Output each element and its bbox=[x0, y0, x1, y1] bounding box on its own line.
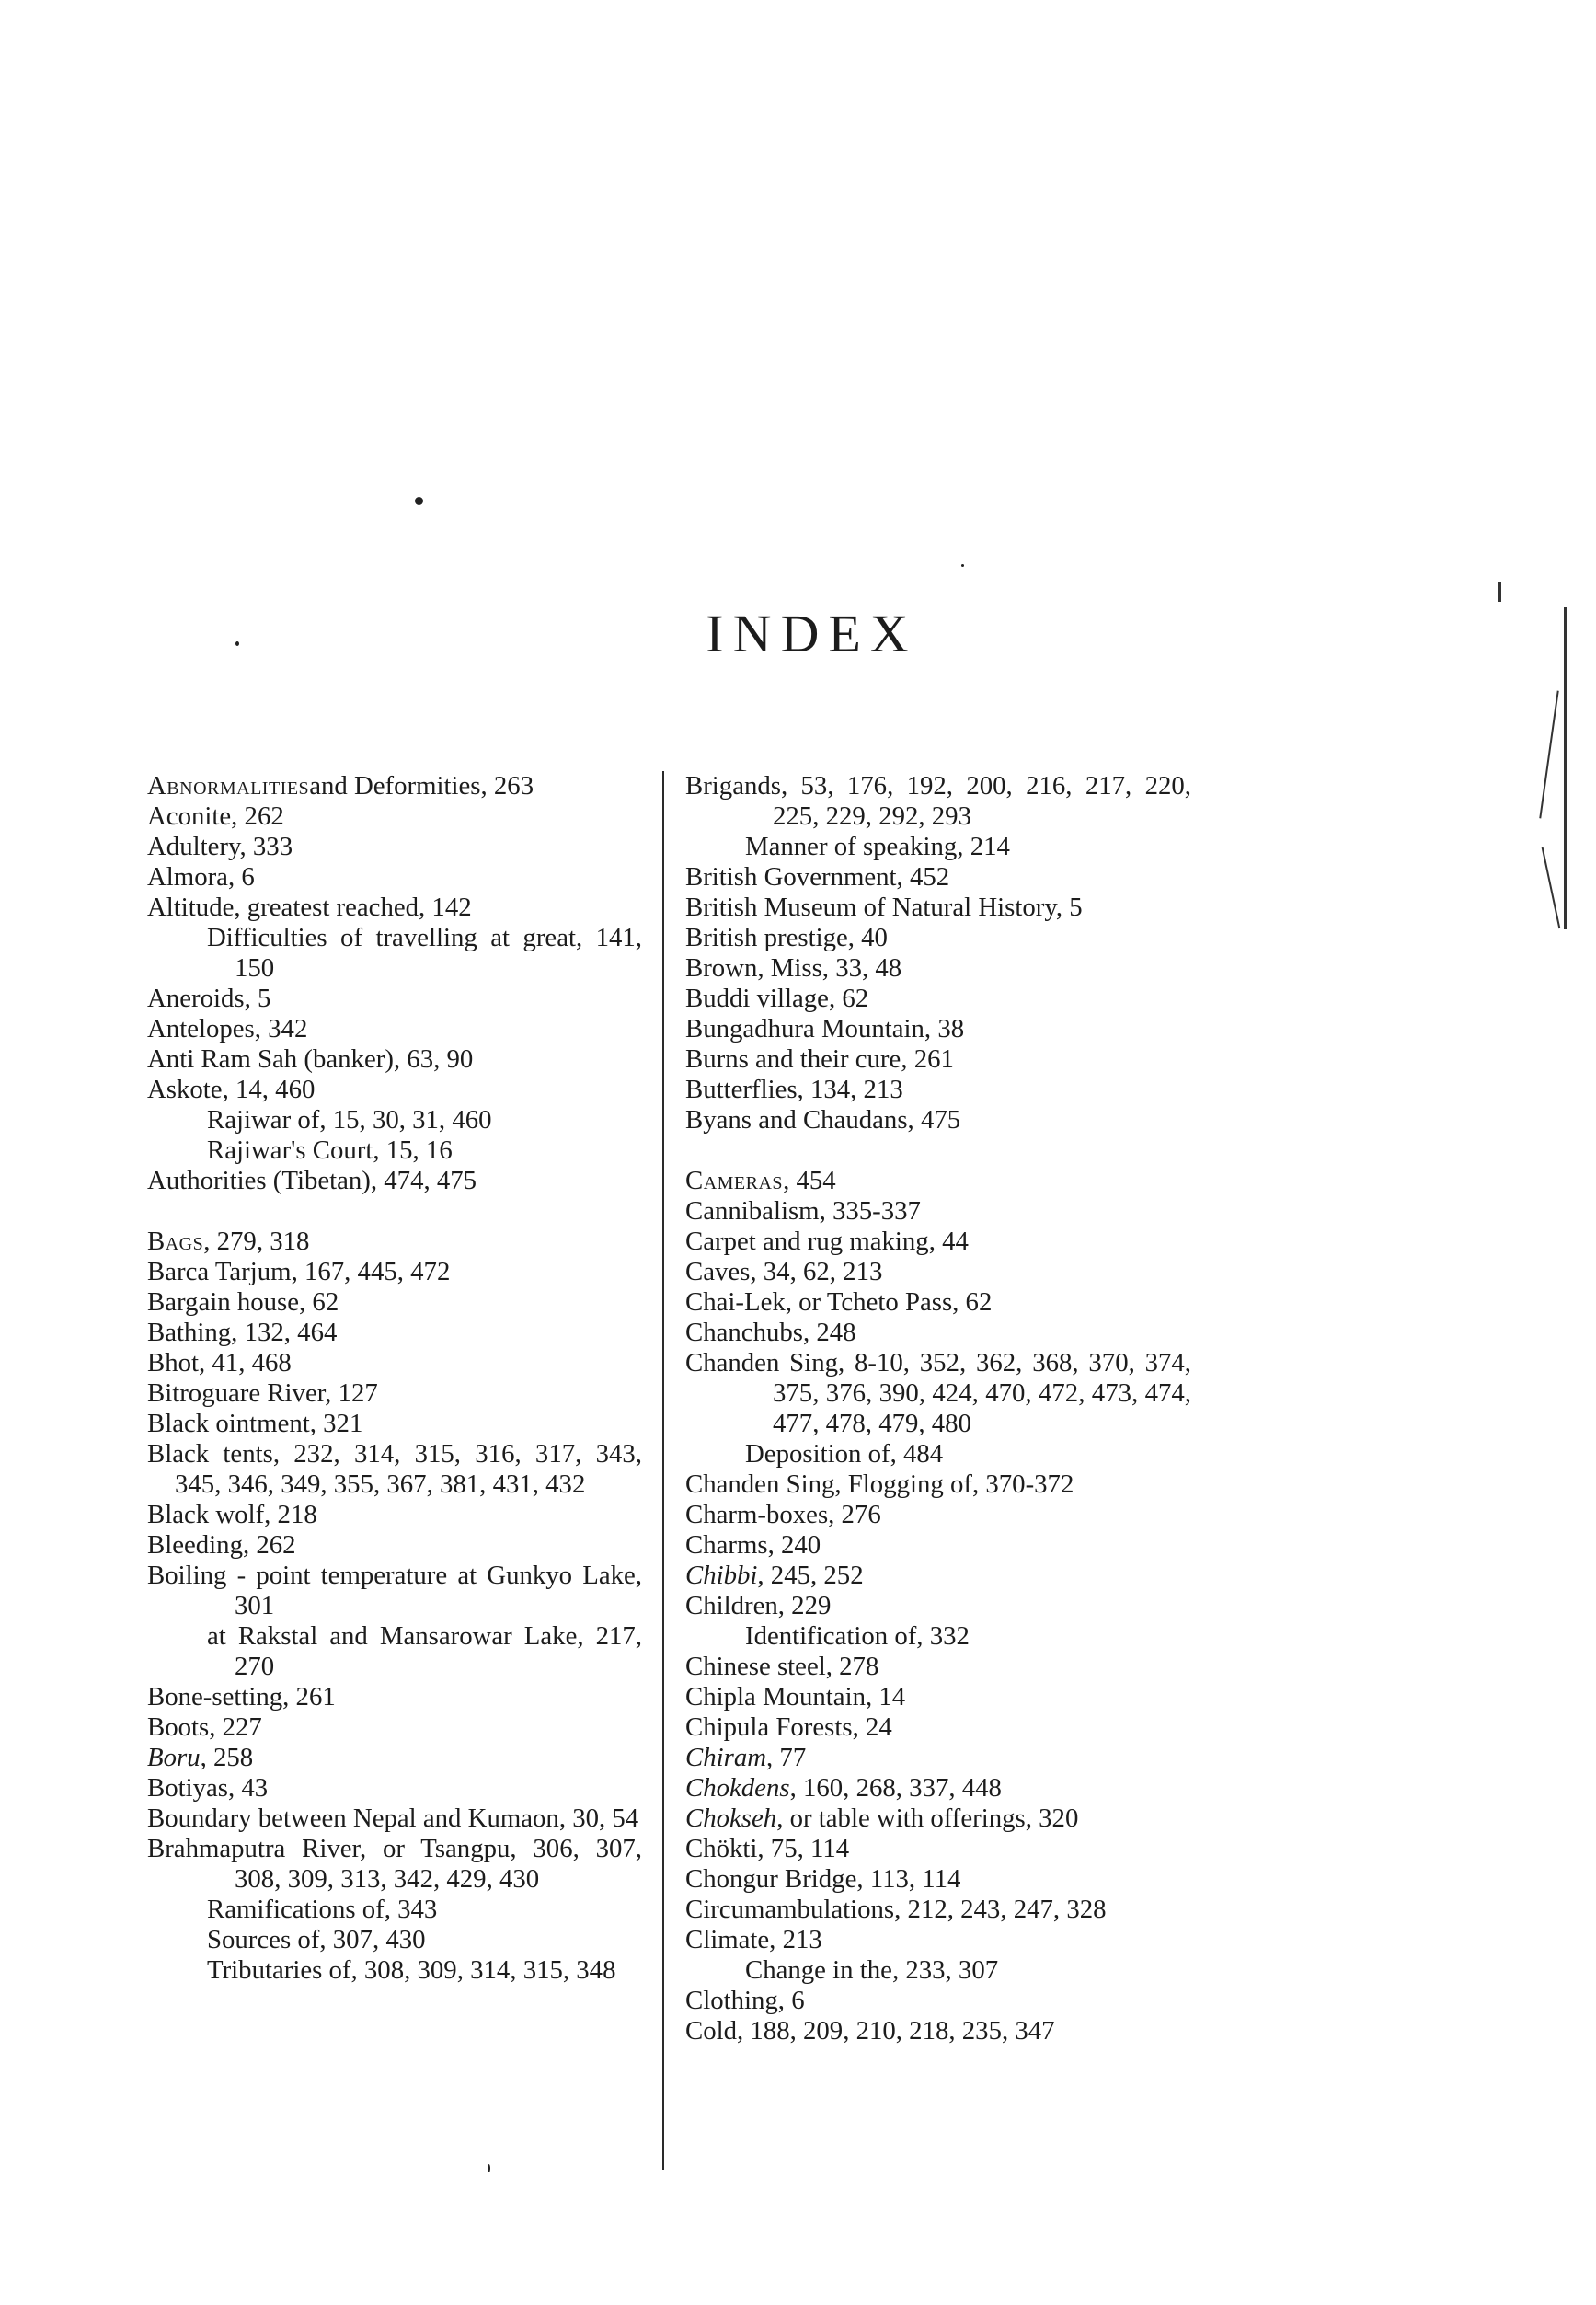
index-subentry bbox=[147, 1895, 642, 1925]
entry-text: Brown, Miss, 33, 48 bbox=[685, 953, 902, 983]
index-entry bbox=[147, 893, 642, 923]
index-column-left bbox=[147, 771, 642, 1986]
entry-text: , 454 bbox=[783, 1166, 836, 1195]
entry-text: Cold, 188, 209, 210, 218, 235, 347 bbox=[685, 2016, 1055, 2046]
index-entry bbox=[685, 893, 1191, 923]
entry-heading: Chibbi bbox=[685, 1561, 758, 1590]
entry-text: Bleeding, 262 bbox=[147, 1530, 296, 1560]
entry-text: Carpet and rug making, 44 bbox=[685, 1227, 969, 1256]
scan-speck bbox=[415, 497, 423, 505]
index-entry bbox=[685, 984, 1191, 1014]
entry-heading: Bags bbox=[147, 1227, 204, 1256]
entry-heading: Cameras bbox=[685, 1166, 784, 1195]
entry-text: Aconite, 262 bbox=[147, 801, 284, 831]
entry-text: Brigands, 53, 176, 192, 200, 216, 217, 220, 225, 229, 292, 293 bbox=[685, 771, 1191, 831]
index-entry bbox=[685, 1348, 1191, 1439]
entry-text: Chipla Mountain, 14 bbox=[685, 1682, 906, 1711]
index-entry bbox=[147, 801, 642, 832]
entry-heading: Chokseh bbox=[685, 1804, 777, 1833]
entry-text: Chökti, 75, 114 bbox=[685, 1834, 850, 1863]
index-entry bbox=[147, 1378, 642, 1409]
index-entry bbox=[147, 1014, 642, 1044]
index-entry bbox=[685, 771, 1191, 832]
entry-heading: Abnormalities bbox=[147, 771, 310, 801]
entry-text: Authorities (Tibetan), 474, 475 bbox=[147, 1166, 477, 1195]
entry-text: Difficulties of travelling at great, 141, 150 bbox=[207, 923, 642, 983]
index-subentry bbox=[147, 923, 642, 984]
entry-text: Charms, 240 bbox=[685, 1530, 821, 1560]
entry-text: and Deformities, 263 bbox=[309, 771, 534, 801]
page-edge-mark bbox=[1498, 582, 1501, 602]
entry-text: Chongur Bridge, 113, 114 bbox=[685, 1864, 961, 1894]
index-entry bbox=[685, 1743, 1191, 1773]
entry-text: Rajiwar's Court, 15, 16 bbox=[207, 1135, 453, 1165]
entry-text: Deposition of, 484 bbox=[745, 1439, 944, 1469]
entry-text: Chanden Sing, Flogging of, 370-372 bbox=[685, 1469, 1074, 1499]
entry-text: Identification of, 332 bbox=[745, 1621, 970, 1651]
index-entry bbox=[147, 1227, 642, 1257]
entry-text: Sources of, 307, 430 bbox=[207, 1925, 426, 1954]
entry-text: Black wolf, 218 bbox=[147, 1500, 317, 1529]
entry-text: Byans and Chaudans, 475 bbox=[685, 1105, 961, 1135]
entry-text: , 258 bbox=[200, 1743, 254, 1772]
entry-text: Boots, 227 bbox=[147, 1712, 262, 1742]
letter-gap bbox=[685, 1135, 1191, 1166]
entry-heading: Chiram bbox=[685, 1743, 767, 1772]
entry-text: Change in the, 233, 307 bbox=[745, 1955, 999, 1985]
entry-text: Barca Tarjum, 167, 445, 472 bbox=[147, 1257, 451, 1286]
index-entry bbox=[685, 1925, 1191, 1955]
index-subentry bbox=[685, 1955, 1191, 1986]
index-entry bbox=[685, 1804, 1191, 1834]
letter-gap bbox=[147, 1196, 642, 1227]
index-entry bbox=[685, 1075, 1191, 1105]
entry-text: Botiyas, 43 bbox=[147, 1773, 269, 1803]
index-entry bbox=[147, 1348, 642, 1378]
index-entry bbox=[147, 984, 642, 1014]
entry-text: at Rakstal and Mansarowar Lake, 217, 270 bbox=[207, 1621, 642, 1681]
index-entry bbox=[147, 1044, 642, 1075]
index-entry bbox=[685, 1561, 1191, 1591]
entry-text: Clothing, 6 bbox=[685, 1986, 805, 2015]
entry-text: Bungadhura Mountain, 38 bbox=[685, 1014, 965, 1043]
entry-text: Butterflies, 134, 213 bbox=[685, 1075, 903, 1104]
index-entry bbox=[147, 1834, 642, 1895]
index-entry bbox=[685, 1105, 1191, 1135]
index-entry bbox=[147, 1530, 642, 1561]
index-subentry bbox=[147, 1135, 642, 1166]
entry-text: Bargain house, 62 bbox=[147, 1287, 339, 1317]
index-entry bbox=[685, 1196, 1191, 1227]
page-edge-mark bbox=[1564, 607, 1567, 929]
entry-text: Boiling - point temperature at Gunkyo Lake, 301 bbox=[147, 1561, 642, 1620]
entry-text: Chai-Lek, or Tcheto Pass, 62 bbox=[685, 1287, 993, 1317]
index-entry bbox=[147, 862, 642, 893]
index-entry bbox=[147, 1561, 642, 1621]
entry-text: Tributaries of, 308, 309, 314, 315, 348 bbox=[207, 1955, 616, 1985]
index-entry bbox=[147, 1409, 642, 1439]
entry-text: Boundary between Nepal and Kumaon, 30, 54 bbox=[147, 1804, 639, 1833]
entry-text: , 245, 252 bbox=[757, 1561, 864, 1590]
index-entry bbox=[147, 1500, 642, 1530]
entry-text: , 279, 318 bbox=[203, 1227, 310, 1256]
entry-text: , 160, 268, 337, 448 bbox=[789, 1773, 1002, 1803]
index-entry bbox=[685, 953, 1191, 984]
entry-text: Antelopes, 342 bbox=[147, 1014, 308, 1043]
index-entry bbox=[685, 1712, 1191, 1743]
index-entry bbox=[147, 1166, 642, 1196]
entry-text: Anti Ram Sah (banker), 63, 90 bbox=[147, 1044, 474, 1074]
entry-text: Ramifications of, 343 bbox=[207, 1895, 438, 1924]
entry-text: British prestige, 40 bbox=[685, 923, 888, 952]
index-entry bbox=[147, 1318, 642, 1348]
index-column-right bbox=[685, 771, 1191, 2046]
entry-text: Chanden Sing, 8-10, 352, 362, 368, 370, 374, 375, 376, 390, 424, 470, 472, 473, 474, 477, 478, 479, 480 bbox=[685, 1348, 1191, 1438]
entry-text: British Government, 452 bbox=[685, 862, 950, 892]
index-entry bbox=[685, 1469, 1191, 1500]
index-entry bbox=[147, 832, 642, 862]
entry-text: Bathing, 132, 464 bbox=[147, 1318, 338, 1347]
entry-text: Bone-setting, 261 bbox=[147, 1682, 336, 1711]
entry-text: Cannibalism, 335-337 bbox=[685, 1196, 921, 1226]
index-entry bbox=[147, 1439, 642, 1500]
entry-text: Chinese steel, 278 bbox=[685, 1652, 879, 1681]
index-subentry bbox=[147, 1925, 642, 1955]
index-entry bbox=[685, 1500, 1191, 1530]
index-entry bbox=[685, 1986, 1191, 2016]
entry-text: Bitroguare River, 127 bbox=[147, 1378, 378, 1408]
index-entry bbox=[147, 1712, 642, 1743]
index-entry bbox=[685, 1318, 1191, 1348]
index-subentry bbox=[147, 1955, 642, 1986]
entry-heading: Chokdens bbox=[685, 1773, 790, 1803]
index-entry bbox=[685, 1652, 1191, 1682]
entry-text: Altitude, greatest reached, 142 bbox=[147, 893, 472, 922]
index-entry bbox=[685, 1287, 1191, 1318]
entry-text: Circumambulations, 212, 243, 247, 328 bbox=[685, 1895, 1107, 1924]
scan-speck bbox=[235, 641, 239, 646]
entry-heading: Boru bbox=[147, 1743, 201, 1772]
index-entry bbox=[147, 1257, 642, 1287]
index-subentry bbox=[147, 1105, 642, 1135]
scan-speck bbox=[488, 2164, 490, 2172]
entry-text: Children, 229 bbox=[685, 1591, 832, 1620]
index-entry bbox=[685, 1227, 1191, 1257]
index-subentry bbox=[685, 832, 1191, 862]
index-entry bbox=[147, 1682, 642, 1712]
index-entry bbox=[685, 1834, 1191, 1864]
index-subentry bbox=[685, 1621, 1191, 1652]
entry-text: Adultery, 333 bbox=[147, 832, 293, 861]
index-entry bbox=[147, 1287, 642, 1318]
entry-text: Bhot, 41, 468 bbox=[147, 1348, 292, 1377]
index-entry bbox=[685, 1257, 1191, 1287]
page-edge-mark bbox=[1539, 691, 1558, 819]
index-entry bbox=[685, 1682, 1191, 1712]
index-entry bbox=[685, 1864, 1191, 1895]
entry-text: British Museum of Natural History, 5 bbox=[685, 893, 1083, 922]
entry-text: Black ointment, 321 bbox=[147, 1409, 363, 1438]
entry-text: Charm-boxes, 276 bbox=[685, 1500, 881, 1529]
index-entry bbox=[685, 1591, 1191, 1621]
index-entry bbox=[685, 1166, 1191, 1196]
index-entry bbox=[147, 1773, 642, 1804]
entry-text: , or table with offerings, 320 bbox=[776, 1804, 1079, 1833]
entry-text: Climate, 213 bbox=[685, 1925, 822, 1954]
index-entry bbox=[685, 1044, 1191, 1075]
page-title: INDEX bbox=[706, 604, 918, 663]
entry-text: Aneroids, 5 bbox=[147, 984, 271, 1013]
scan-speck bbox=[961, 564, 964, 567]
index-entry bbox=[685, 1773, 1191, 1804]
entry-text: Rajiwar of, 15, 30, 31, 460 bbox=[207, 1105, 492, 1135]
column-divider bbox=[662, 771, 664, 2170]
entry-text: , 77 bbox=[766, 1743, 807, 1772]
index-entry bbox=[685, 2016, 1191, 2046]
index-entry bbox=[685, 862, 1191, 893]
entry-text: Askote, 14, 460 bbox=[147, 1075, 316, 1104]
page-edge-mark bbox=[1542, 847, 1561, 928]
index-entry bbox=[685, 1895, 1191, 1925]
index-entry bbox=[147, 1743, 642, 1773]
entry-text: Chipula Forests, 24 bbox=[685, 1712, 892, 1742]
entry-text: Burns and their cure, 261 bbox=[685, 1044, 954, 1074]
entry-text: Almora, 6 bbox=[147, 862, 255, 892]
index-entry bbox=[147, 771, 642, 801]
entry-text: Brahmaputra River, or Tsangpu, 306, 307, 308, 309, 313, 342, 429, 430 bbox=[147, 1834, 642, 1894]
index-entry bbox=[685, 923, 1191, 953]
index-entry bbox=[147, 1804, 642, 1834]
entry-text: Manner of speaking, 214 bbox=[745, 832, 1010, 861]
index-entry bbox=[685, 1530, 1191, 1561]
index-subentry bbox=[147, 1621, 642, 1682]
entry-text: Chanchubs, 248 bbox=[685, 1318, 856, 1347]
index-subentry bbox=[685, 1439, 1191, 1469]
entry-text: Caves, 34, 62, 213 bbox=[685, 1257, 883, 1286]
index-entry bbox=[147, 1075, 642, 1105]
entry-text: Buddi village, 62 bbox=[685, 984, 869, 1013]
index-entry bbox=[685, 1014, 1191, 1044]
entry-text: Black tents, 232, 314, 315, 316, 317, 343, 345, 346, 349, 355, 367, 381, 431, 432 bbox=[147, 1439, 642, 1499]
